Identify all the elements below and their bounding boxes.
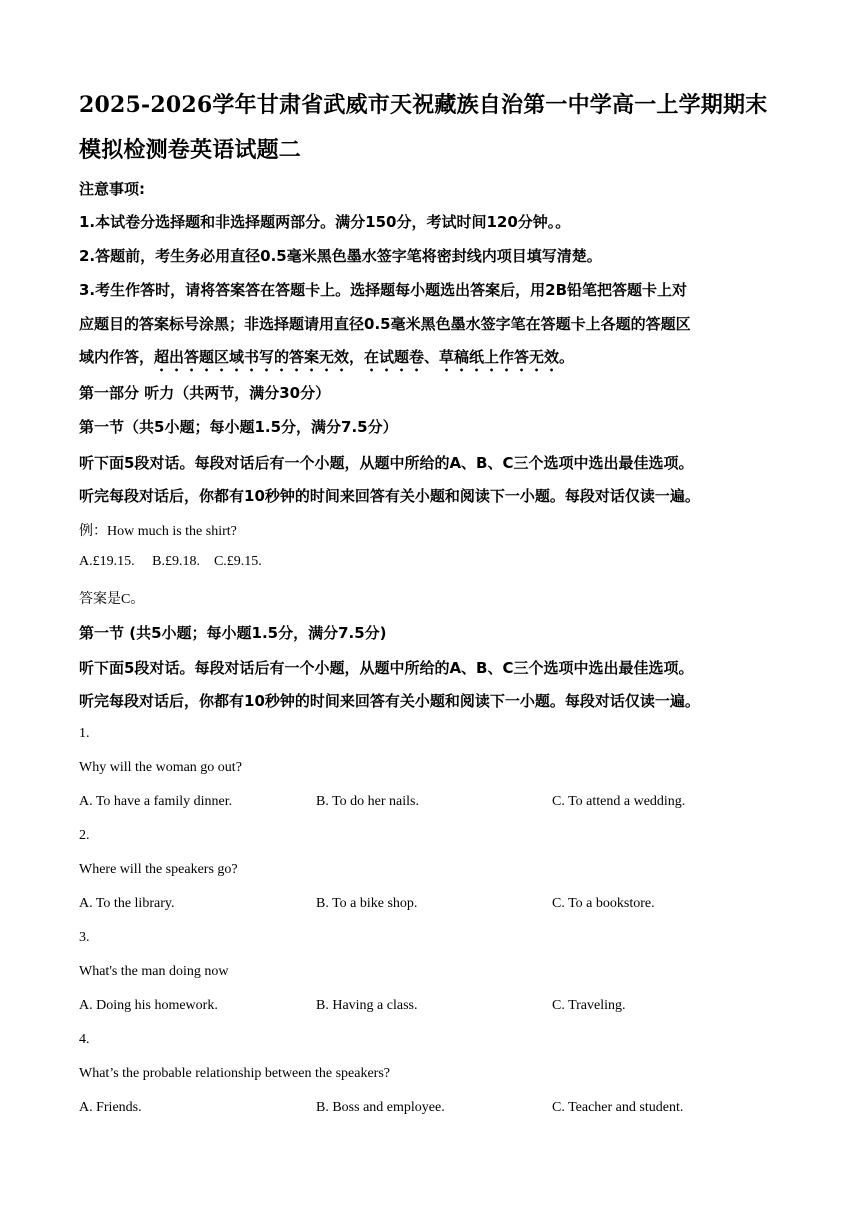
exam-title-line-1: 2025-2026学年甘肃省武威市天祝藏族自治第一中学高一上学期期末 [79,92,768,118]
notice-item-3-suffix: 。 [559,348,575,366]
notice-item-3-line-2: 应题目的答案标号涂黑；非选择题请用直径0.5毫米黑色墨水签字笔在答题卡上各题的答题区 [79,315,691,333]
example-question: 例：How much is the shirt? [79,524,237,539]
question-number: 3. [79,930,90,945]
option-c: C. Traveling. [552,998,626,1013]
notice-item-1: 1.本试卷分选择题和非选择题两部分。满分150分，考试时间120分钟。。 [79,213,571,231]
question-number: 2. [79,828,90,843]
listening-instructions2-line-2: 听完每段对话后，你都有10秒钟的时间来回答有关小题和阅读下一小题。每段对话仅读一遍。 [79,692,700,710]
notice-item-3-emphasis: 超出答题区域书写的答案无效，在试题卷、草稿纸上作答无效 [154,348,560,366]
example-options: A.£19.15. B.£9.18. C.£9.15. [79,554,262,569]
notice-item-3-line-3 [79,346,574,375]
section-1-heading: 第一节（共5小题；每小题1.5分，满分7.5分） [79,418,398,436]
notice-item-2: 2.答题前，考生务必用直径0.5毫米黑色墨水签字笔将密封线内项目填写清楚。 [79,247,602,265]
option-c: C. Teacher and student. [552,1100,684,1115]
question-stem: What’s the probable relationship between the speakers? [79,1066,390,1081]
section-1b-heading: 第一节 (共5小题；每小题1.5分，满分7.5分) [79,624,387,642]
notice-item-3-prefix: 域内作答， [79,348,155,366]
question-stem: Where will the speakers go? [79,862,238,877]
option-a: A. To have a family dinner. [79,794,233,809]
notice-item-3-line-1: 3.考生作答时，请将答案答在答题卡上。选择题每小题选出答案后，用2B铅笔把答题卡上对 [79,281,688,299]
question-stem: What's the man doing now [79,964,229,979]
question-number: 4. [79,1032,90,1047]
option-b: B. Having a class. [316,998,418,1013]
listening-instructions-line-2: 听完每段对话后，你都有10秒钟的时间来回答有关小题和阅读下一小题。每段对话仅读一遍。 [79,487,700,505]
question-stem: Why will the woman go out? [79,760,242,775]
option-c: C. To attend a wedding. [552,794,686,809]
example-answer: 答案是C。 [79,592,145,607]
option-b: B. To do her nails. [316,794,419,809]
question-number: 1. [79,726,90,741]
option-b: B. Boss and employee. [316,1100,445,1115]
option-a: A. Friends. [79,1100,142,1115]
option-a: A. Doing his homework. [79,998,218,1013]
exam-title-line-2: 模拟检测卷英语试题二 [79,137,302,163]
part-1-heading: 第一部分 听力（共两节，满分30分） [79,384,331,402]
listening-instructions2-line-1: 听下面5段对话。每段对话后有一个小题，从题中所给的A、B、C三个选项中选出最佳选项。 [79,659,694,677]
option-b: B. To a bike shop. [316,896,418,911]
listening-instructions-line-1: 听下面5段对话。每段对话后有一个小题，从题中所给的A、B、C三个选项中选出最佳选项。 [79,454,694,472]
option-c: C. To a bookstore. [552,896,655,911]
notice-heading: 注意事项: [79,180,145,198]
option-a: A. To the library. [79,896,175,911]
